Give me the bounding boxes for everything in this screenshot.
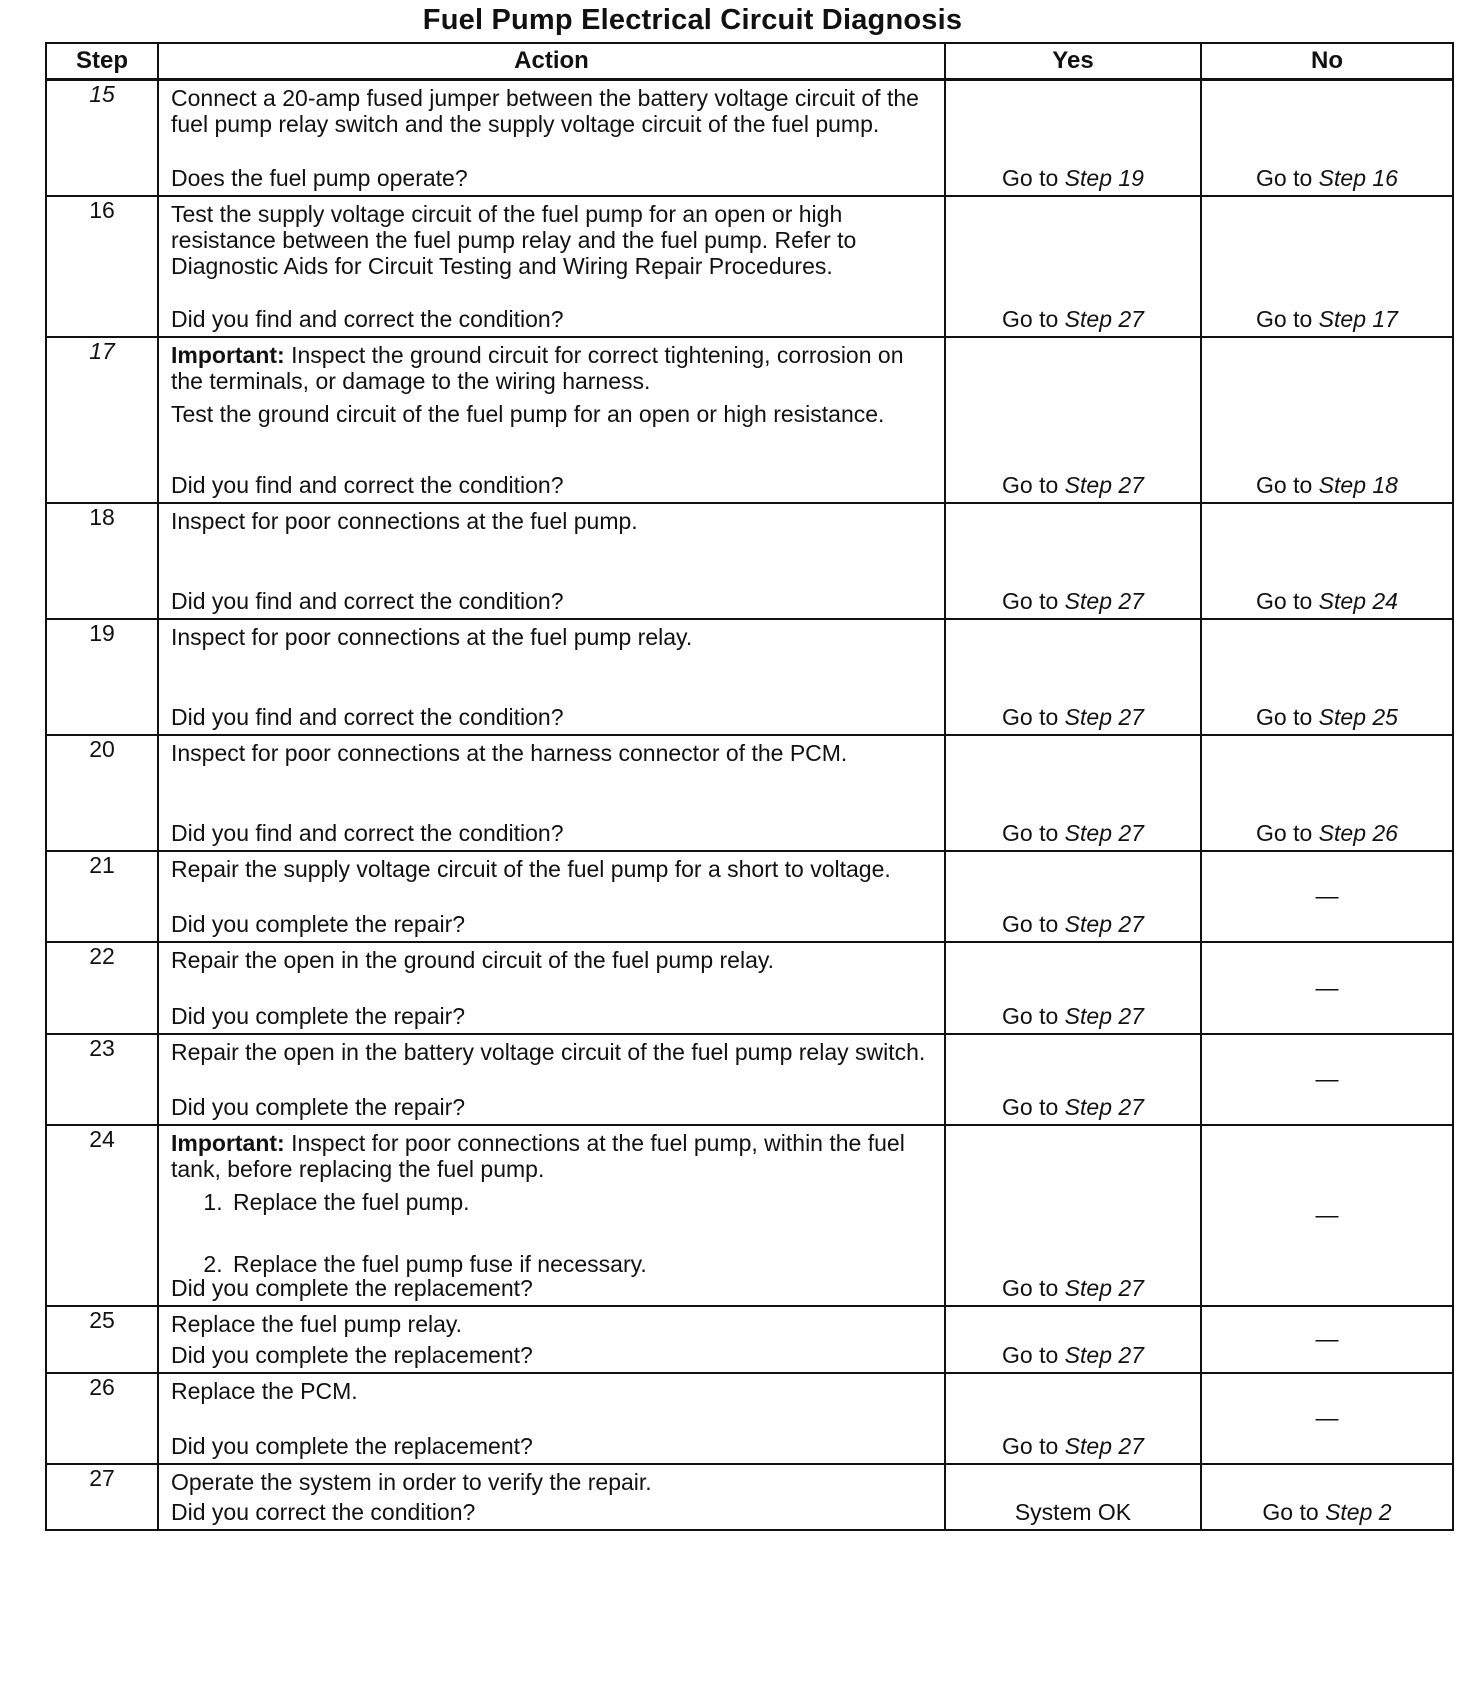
table-row xyxy=(46,851,1453,942)
no-cell xyxy=(1201,196,1453,337)
no-goto xyxy=(1202,165,1452,191)
action-cell xyxy=(158,851,945,942)
action-paragraph: Repair the open in the ground circuit of the fuel pump relay. xyxy=(171,946,775,973)
no-cell xyxy=(1201,80,1453,196)
action-text xyxy=(159,197,944,279)
goto-prefix: Go to xyxy=(1002,910,1065,937)
action-paragraph: Inspect for poor connections at the harness connector of the PCM. xyxy=(171,739,848,766)
goto-prefix: Go to xyxy=(1002,1432,1065,1459)
yes-cell xyxy=(945,196,1201,337)
action-question: Did you complete the repair? xyxy=(171,910,466,937)
action-text xyxy=(159,504,944,534)
goto-step-ref: Step 24 xyxy=(1318,587,1398,614)
no-cell xyxy=(1201,337,1453,503)
goto-prefix: Go to xyxy=(1002,1274,1065,1301)
action-cell xyxy=(158,196,945,337)
step-cell: 25 xyxy=(46,1306,158,1373)
no-cell xyxy=(1201,1464,1453,1530)
goto-prefix: Go to xyxy=(1002,1341,1065,1368)
yes-cell xyxy=(945,942,1201,1034)
goto-step-ref: Step 17 xyxy=(1318,305,1398,332)
action-paragraph: Repair the open in the battery voltage circuit of the fuel pump relay switch. xyxy=(171,1038,926,1065)
action-text xyxy=(159,81,944,137)
no-goto xyxy=(1202,588,1452,614)
action-paragraph: Inspect for poor connections at the fuel pump relay. xyxy=(171,623,693,650)
step-cell: 17 xyxy=(46,337,158,503)
table-row xyxy=(46,1373,1453,1464)
no-cell xyxy=(1201,503,1453,619)
action-cell xyxy=(158,735,945,851)
yes-cell xyxy=(945,1464,1201,1530)
table-row xyxy=(46,735,1453,851)
action-cell xyxy=(158,1464,945,1530)
goto-prefix: Go to xyxy=(1256,471,1319,498)
goto-step-ref: Step 27 xyxy=(1064,471,1144,498)
action-question: Did you find and correct the condition? xyxy=(171,819,564,846)
goto-step-ref: Step 27 xyxy=(1064,1432,1144,1459)
yes-goto xyxy=(946,1342,1200,1368)
no-dash: — xyxy=(1315,974,1339,1000)
goto-step-ref: Step 27 xyxy=(1064,1002,1144,1029)
table-row xyxy=(46,1306,1453,1373)
yes-cell xyxy=(945,1034,1201,1125)
no-goto xyxy=(1202,704,1452,730)
step-cell: 16 xyxy=(46,196,158,337)
goto-prefix: Go to xyxy=(1002,1093,1065,1120)
action-cell xyxy=(158,1125,945,1306)
action-text xyxy=(159,1035,944,1065)
yes-cell xyxy=(945,503,1201,619)
action-text xyxy=(159,1126,944,1277)
yes-cell xyxy=(945,735,1201,851)
action-question: Did you complete the repair? xyxy=(171,1002,466,1029)
no-goto xyxy=(1202,820,1452,846)
action-question: Did you find and correct the condition? xyxy=(171,703,564,730)
yes-goto xyxy=(946,1275,1200,1301)
goto-prefix: Go to xyxy=(1002,587,1065,614)
action-paragraph: Inspect for poor connections at the fuel pump. xyxy=(171,507,638,534)
no-dash: — xyxy=(1315,1404,1339,1431)
no-dash: — xyxy=(1315,882,1339,909)
yes-goto xyxy=(946,306,1200,332)
goto-step-ref: Step 27 xyxy=(1064,1093,1144,1120)
action-paragraph: Connect a 20-amp fused jumper between the battery voltage circuit of the fuel pump relay switch and the supply voltage circuit of the fuel pump. xyxy=(171,85,919,137)
page-title: Fuel Pump Electrical Circuit Diagnosis xyxy=(422,4,963,36)
goto-prefix: Go to xyxy=(1256,587,1319,614)
step-cell: 15 xyxy=(46,80,158,196)
yes-goto xyxy=(946,704,1200,730)
step-cell: 27 xyxy=(46,1464,158,1530)
action-question: Did you complete the replacement? xyxy=(171,1432,533,1459)
goto-prefix: Go to xyxy=(1002,305,1065,332)
header-step: Step xyxy=(46,43,158,80)
goto-step-ref: Step 27 xyxy=(1064,305,1144,332)
action-list-item: 1. Replace the fuel pump. xyxy=(229,1189,932,1215)
no-cell xyxy=(1201,1306,1453,1373)
yes-goto xyxy=(946,1094,1200,1120)
goto-step-ref: Step 16 xyxy=(1318,164,1398,191)
action-paragraph: Test the supply voltage circuit of the fuel pump for an open or high resistance between the fuel pump relay and the fuel pump. Refer to Diagnostic Aids for Circuit Testing and Wiring Repair Procedures. xyxy=(171,200,857,279)
header-action: Action xyxy=(158,43,945,80)
action-paragraph: Replace the fuel pump relay. xyxy=(171,1310,463,1337)
goto-step-ref: Step 27 xyxy=(1064,1274,1144,1301)
table-row xyxy=(46,503,1453,619)
table-row xyxy=(46,619,1453,735)
goto-prefix: Go to xyxy=(1262,1498,1326,1525)
action-list xyxy=(171,1189,932,1277)
goto-step-ref: Step 18 xyxy=(1318,471,1398,498)
table-body xyxy=(46,80,1453,1530)
action-cell xyxy=(158,1034,945,1125)
goto-step-ref: Step 2 xyxy=(1325,1498,1392,1525)
yes-cell xyxy=(945,1373,1201,1464)
action-cell xyxy=(158,503,945,619)
no-cell xyxy=(1201,851,1453,942)
action-question: Did you complete the repair? xyxy=(171,1093,466,1120)
no-cell xyxy=(1201,735,1453,851)
yes-goto xyxy=(946,165,1200,191)
no-goto xyxy=(1202,1499,1452,1525)
diagnosis-table xyxy=(45,42,1454,1531)
no-cell xyxy=(1201,1034,1453,1125)
important-note: Important: Inspect for poor connections at the fuel pump, within the fuel tank, before replacing the fuel pump. xyxy=(171,1129,905,1182)
step-cell: 19 xyxy=(46,619,158,735)
action-text xyxy=(159,852,944,882)
action-text xyxy=(159,338,944,427)
no-cell xyxy=(1201,942,1453,1034)
table-row xyxy=(46,1464,1453,1530)
goto-step-ref: Step 27 xyxy=(1064,910,1144,937)
action-text xyxy=(159,1374,944,1404)
header-no: No xyxy=(1201,43,1453,80)
table-row xyxy=(46,1125,1453,1306)
no-dash: — xyxy=(1315,1325,1339,1352)
yes-goto xyxy=(946,472,1200,498)
yes-cell xyxy=(945,619,1201,735)
no-dash: — xyxy=(1315,1201,1339,1228)
action-question: Does the fuel pump operate? xyxy=(171,164,468,191)
no-goto xyxy=(1202,306,1452,332)
goto-step-ref: Step 26 xyxy=(1318,819,1398,846)
action-text xyxy=(159,620,944,650)
step-cell: 22 xyxy=(46,942,158,1034)
action-cell xyxy=(158,80,945,196)
important-note: Important: Inspect the ground circuit for correct tightening, corrosion on the terminals, or damage to the wiring harness. xyxy=(171,341,904,394)
action-question: Did you correct the condition? xyxy=(171,1498,476,1525)
action-paragraph: Operate the system in order to verify the repair. xyxy=(171,1468,652,1495)
yes-cell xyxy=(945,851,1201,942)
table-row xyxy=(46,1034,1453,1125)
table-header-row xyxy=(46,43,1453,80)
action-question: Did you find and correct the condition? xyxy=(171,471,564,498)
goto-prefix: Go to xyxy=(1256,703,1319,730)
goto-step-ref: Step 25 xyxy=(1318,703,1398,730)
no-dash: — xyxy=(1315,1065,1339,1092)
goto-prefix: Go to xyxy=(1002,819,1065,846)
action-cell xyxy=(158,1306,945,1373)
step-cell: 18 xyxy=(46,503,158,619)
action-text xyxy=(159,1307,944,1337)
goto-step-ref: Step 27 xyxy=(1064,703,1144,730)
goto-prefix: Go to xyxy=(1256,819,1319,846)
no-cell xyxy=(1201,1373,1453,1464)
action-cell xyxy=(158,619,945,735)
yes-cell xyxy=(945,1306,1201,1373)
action-paragraph: Test the ground circuit of the fuel pump for an open or high resistance. xyxy=(171,400,885,427)
action-paragraph: Repair the supply voltage circuit of the fuel pump for a short to voltage. xyxy=(171,855,891,882)
yes-goto xyxy=(946,588,1200,614)
action-question: Did you complete the replacement? xyxy=(171,1274,533,1301)
yes-goto xyxy=(946,1433,1200,1459)
yes-goto xyxy=(946,1003,1200,1029)
no-goto xyxy=(1202,472,1452,498)
action-cell xyxy=(158,942,945,1034)
yes-goto xyxy=(946,911,1200,937)
action-cell xyxy=(158,337,945,503)
goto-step-ref: Step 27 xyxy=(1064,819,1144,846)
no-cell xyxy=(1201,619,1453,735)
goto-prefix: Go to xyxy=(1256,164,1319,191)
yes-cell xyxy=(945,1125,1201,1306)
action-list-item: 2. Replace the fuel pump fuse if necessary. xyxy=(229,1251,932,1277)
yes-cell xyxy=(945,80,1201,196)
step-cell: 20 xyxy=(46,735,158,851)
goto-prefix: Go to xyxy=(1002,164,1065,191)
table-row xyxy=(46,942,1453,1034)
action-cell xyxy=(158,1373,945,1464)
step-cell: 21 xyxy=(46,851,158,942)
goto-step-ref: Step 27 xyxy=(1064,587,1144,614)
action-text xyxy=(159,943,944,973)
important-label: Important: xyxy=(171,1129,285,1156)
step-cell: 26 xyxy=(46,1373,158,1464)
step-cell: 24 xyxy=(46,1125,158,1306)
action-text xyxy=(159,1465,944,1495)
action-question: Did you complete the replacement? xyxy=(171,1341,533,1368)
table-row xyxy=(46,337,1453,503)
table-row xyxy=(46,196,1453,337)
yes-result: System OK xyxy=(1014,1498,1132,1525)
step-cell: 23 xyxy=(46,1034,158,1125)
goto-prefix: Go to xyxy=(1256,305,1319,332)
important-label: Important: xyxy=(171,341,285,368)
goto-prefix: Go to xyxy=(1002,703,1065,730)
action-paragraph: Replace the PCM. xyxy=(171,1377,358,1404)
action-question: Did you find and correct the condition? xyxy=(171,305,564,332)
goto-prefix: Go to xyxy=(1002,471,1065,498)
table-row xyxy=(46,80,1453,196)
header-yes: Yes xyxy=(945,43,1201,80)
action-question: Did you find and correct the condition? xyxy=(171,587,564,614)
action-text xyxy=(159,736,944,766)
yes-cell xyxy=(945,337,1201,503)
goto-prefix: Go to xyxy=(1002,1002,1065,1029)
goto-step-ref: Step 19 xyxy=(1064,164,1144,191)
goto-step-ref: Step 27 xyxy=(1064,1341,1144,1368)
no-cell xyxy=(1201,1125,1453,1306)
yes-goto xyxy=(946,820,1200,846)
